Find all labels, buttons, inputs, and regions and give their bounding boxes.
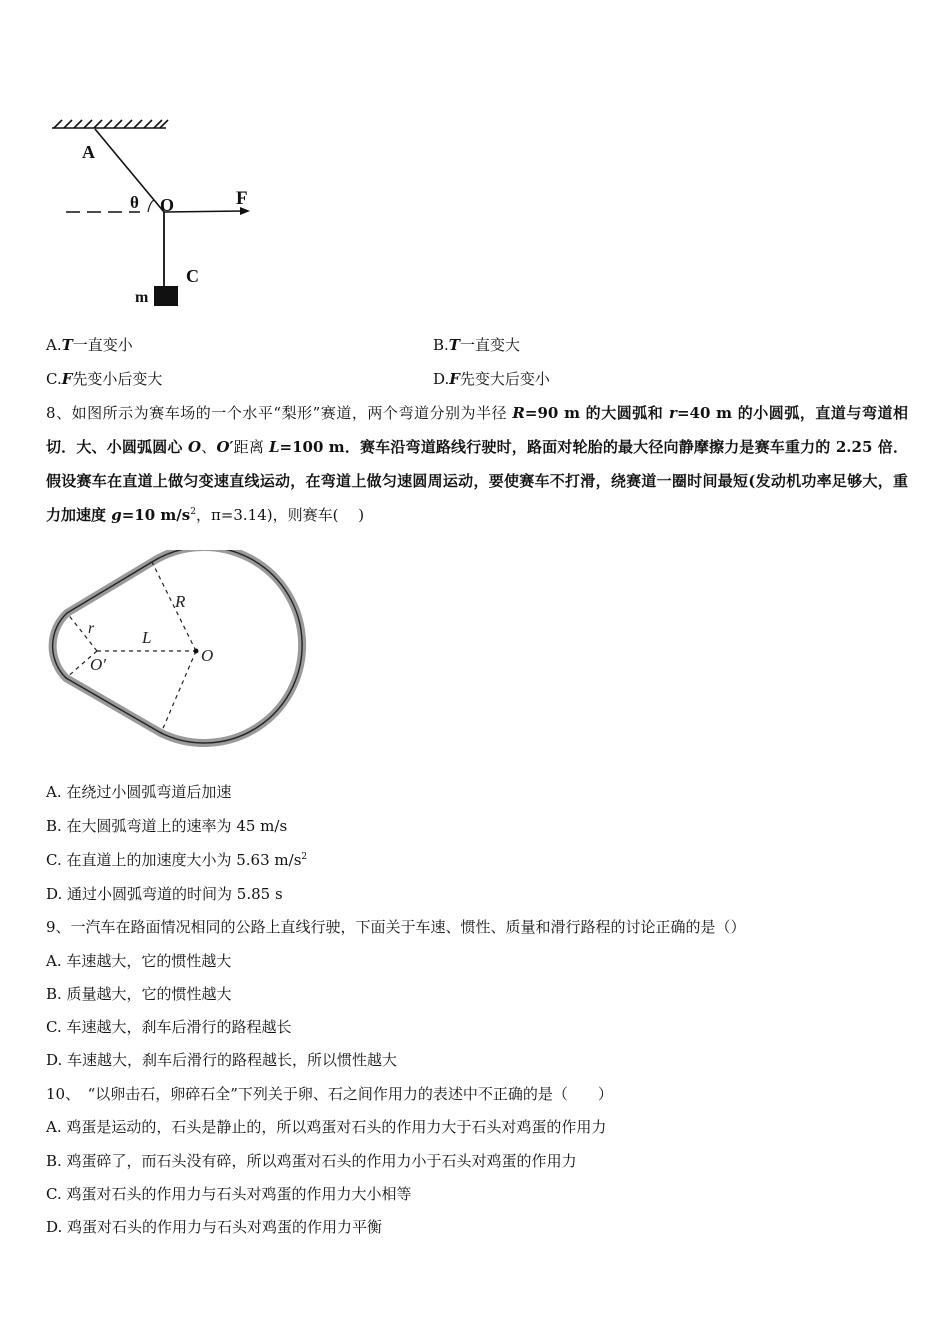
q10-option-b: B. 鸡蛋碎了，而石头没有碎，所以鸡蛋对石头的作用力小于石头对鸡蛋的作用力 (46, 1152, 577, 1170)
q8-track-figure (40, 550, 310, 750)
q10-option-d: D. 鸡蛋对石头的作用力与石头对鸡蛋的作用力平衡 (46, 1218, 383, 1236)
q9-option-a: A. 车速越大，它的惯性越大 (46, 952, 232, 970)
q7-option-c: C.F先变小后变大 (46, 370, 163, 388)
q8-option-c: C. 在直道上的加速度大小为 5.63 $m/s^2$ (46, 851, 308, 869)
q10-option-a: A. 鸡蛋是运动的，石头是静止的，所以鸡蛋对石头的作用力大于石头对鸡蛋的作用力 (46, 1118, 607, 1136)
label-o: O (160, 195, 175, 215)
ceiling-hatch (52, 120, 168, 128)
q10-option-c: C. 鸡蛋对石头的作用力与石头对鸡蛋的作用力大小相等 (46, 1185, 412, 1203)
mass-block (154, 286, 178, 306)
radius-big-bottom (161, 651, 196, 733)
q9-option-d: D. 车速越大，刹车后滑行的路程越长，所以惯性越大 (46, 1051, 398, 1069)
track-outline (53, 550, 302, 743)
q8-option-b: B. 在大圆弧弯道上的速率为 45 m/s (46, 817, 288, 835)
label-l: L (142, 628, 152, 647)
q9-option-c: C. 车速越大，刹车后滑行的路程越长 (46, 1018, 292, 1036)
label-o: O (201, 646, 214, 665)
theta-arc (148, 200, 154, 212)
q9-option-b: B. 质量越大，它的惯性越大 (46, 985, 232, 1003)
q8-stem: 8、如图所示为赛车场的一个水平“梨形”赛道，两个弯道分别为半径 R=90 m 的大圆弧和 r=40 m 的小圆弧，直道与弯道相切．大、小圆弧圆心 O、O′距离 L=100 m．赛车沿弯道路线行驶时，路面对轮胎的最大径向静摩擦力是赛车重力的 2.25 倍．假设赛车在直道上做匀变速直线运动，在弯道上做匀速圆周运动，要使赛车不打滑，绕赛道一圈时间最短(发动机功率足够大，重力加速度 g=10 $m/s^2$，π=3.14)，则赛车( ) (46, 404, 908, 524)
label-big-r: R (175, 592, 186, 611)
label-theta: θ (130, 193, 139, 212)
q7-option-b: B.T一直变大 (433, 336, 520, 354)
q9-stem: 9、一汽车在路面情况相同的公路上直线行驶，下面关于车速、惯性、质量和滑行路程的讨论正确的是（） (46, 918, 746, 936)
q8-option-a: A. 在绕过小圆弧弯道后加速 (46, 783, 232, 801)
center-o (194, 649, 199, 654)
q7-force-figure (40, 110, 270, 315)
label-c: C (186, 266, 199, 286)
q7-option-a: A.T一直变小 (46, 336, 133, 354)
track-inner-line (53, 550, 302, 743)
force-f-arrow (164, 211, 244, 212)
label-o-prime: O′ (90, 655, 106, 674)
label-f: F (236, 188, 248, 209)
label-small-r: r (88, 620, 95, 637)
label-a: A (82, 142, 95, 162)
label-m: m (135, 289, 149, 306)
q8-option-d: D. 通过小圆弧弯道的时间为 5.85 s (46, 885, 283, 903)
q7-option-d: D.F先变大后变小 (433, 370, 550, 388)
radius-big-top (152, 562, 196, 651)
q10-stem: 10、 “以卵击石，卵碎石全”下列关于卵、石之间作用力的表述中不正确的是（ ） (46, 1085, 613, 1103)
